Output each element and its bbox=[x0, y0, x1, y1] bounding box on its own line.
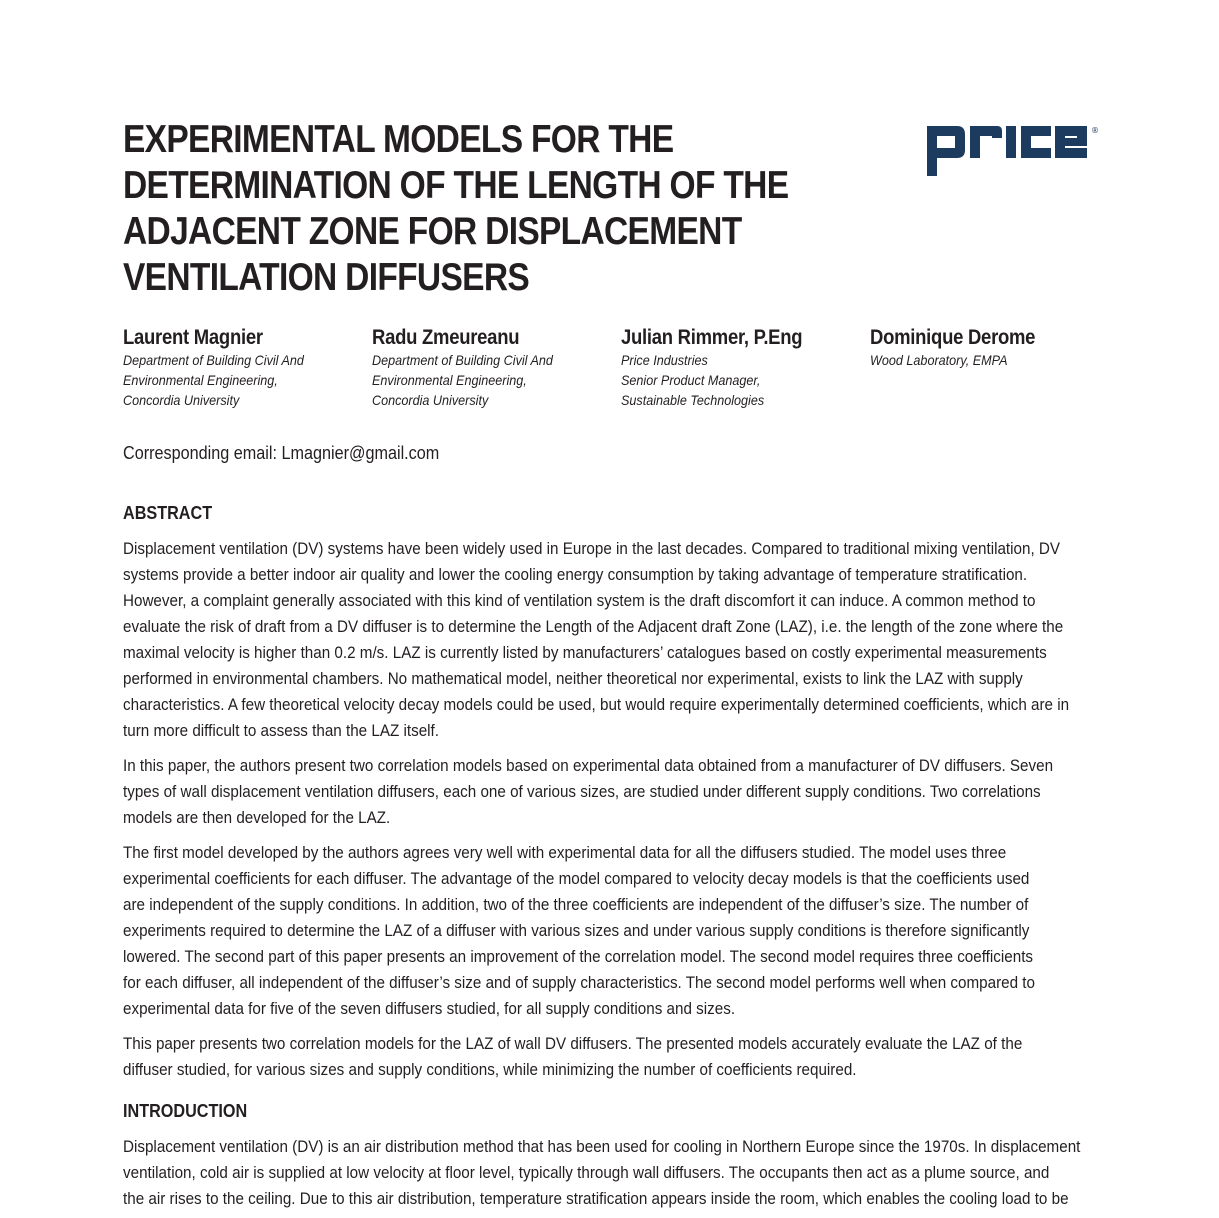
author-name: Radu Zmeureanu bbox=[372, 326, 520, 349]
author-list bbox=[123, 326, 1098, 416]
text-line: Displacement ventilation (DV) is an air distribution method that has been used for cooling in Northern Europe since the 1970s. In displacement bbox=[123, 1137, 1081, 1156]
text-line: experiments required to determine the LAZ of a diffuser with various sizes and under various supply conditions is therefore significantly bbox=[123, 921, 1030, 940]
author-block bbox=[372, 326, 612, 410]
paper-title bbox=[123, 117, 789, 301]
text-line: However, a complaint generally associated with this kind of ventilation system is the draft discomfort it can induce. A common method to bbox=[123, 591, 1036, 610]
affiliation-line: Sustainable Technologies bbox=[621, 392, 765, 408]
paper-page bbox=[123, 0, 1098, 1218]
title-line: VENTILATION DIFFUSERS bbox=[123, 256, 530, 299]
text-line: experimental data for five of the seven diffusers studied, for all supply conditions and sizes. bbox=[123, 999, 736, 1018]
introduction-paragraph bbox=[123, 1134, 1098, 1212]
text-line: types of wall displacement ventilation diffusers, each one of various sizes, are studied under different supply conditions. Two correlations bbox=[123, 782, 1041, 801]
author-affiliation bbox=[870, 350, 1086, 370]
author-affiliation bbox=[123, 350, 339, 410]
text-line: diffuser studied, for various sizes and supply conditions, while minimizing the number of coefficients required. bbox=[123, 1060, 857, 1079]
affiliation-line: Senior Product Manager, bbox=[621, 372, 761, 388]
text-line: experimental coefficients for each diffuser. The advantage of the model compared to velocity decay models is that the coefficients used bbox=[123, 869, 1030, 888]
text-line: for each diffuser, all independent of the diffuser’s size and of supply characteristics. The second model performs well when compared to bbox=[123, 973, 1036, 992]
title-line: ADJACENT ZONE FOR DISPLACEMENT bbox=[123, 210, 742, 253]
text-line: maximal velocity is higher than 0.2 m/s. LAZ is currently listed by manufacturers’ catalogues based on costly experimental measurements bbox=[123, 643, 1047, 662]
corresponding-email: Corresponding email: Lmagnier@gmail.com bbox=[123, 443, 440, 463]
author-name: Dominique Derome bbox=[870, 326, 1036, 349]
abstract-paragraph bbox=[123, 1031, 1098, 1083]
abstract-paragraph bbox=[123, 840, 1098, 1022]
text-line: are independent of the supply conditions. In addition, two of the three coefficients are independent of the diffuser’s size. The number of bbox=[123, 895, 1029, 914]
text-line: evaluate the risk of draft from a DV diffuser is to determine the Length of the Adjacent draft Zone (LAZ), i.e. the length of the zone where the bbox=[123, 617, 1064, 636]
abstract-heading: ABSTRACT bbox=[123, 503, 213, 523]
text-line: turn more difficult to assess than the LAZ itself. bbox=[123, 721, 440, 740]
author-block bbox=[621, 326, 861, 410]
affiliation-line: Environmental Engineering, bbox=[123, 372, 278, 388]
text-line: Displacement ventilation (DV) systems have been widely used in Europe in the last decades. Compared to traditional mixing ventilation, DV bbox=[123, 539, 1061, 558]
affiliation-line: Department of Building Civil And bbox=[372, 352, 553, 368]
text-line: the air rises to the ceiling. Due to this air distribution, temperature stratification appears inside the room, which enables the cooling load to be bbox=[123, 1189, 1069, 1208]
author-affiliation bbox=[621, 350, 837, 410]
text-line: models are then developed for the LAZ. bbox=[123, 808, 391, 827]
registered-mark: ® bbox=[1091, 126, 1099, 135]
affiliation-line: Price Industries bbox=[621, 352, 708, 368]
text-line: ventilation, cold air is supplied at low velocity at floor level, typically through wall diffusers. The occupants then act as a plume source, and bbox=[123, 1163, 1050, 1182]
title-line: EXPERIMENTAL MODELS FOR THE bbox=[123, 118, 674, 161]
author-block bbox=[123, 326, 363, 410]
text-line: This paper presents two correlation models for the LAZ of wall DV diffusers. The presented models accurately evaluate the LAZ of the bbox=[123, 1034, 1023, 1053]
abstract-paragraph bbox=[123, 536, 1098, 744]
text-line: performed in environmental chambers. No mathematical model, neither theoretical nor experimental, exists to link the LAZ with supply bbox=[123, 669, 1023, 688]
affiliation-line: Wood Laboratory, EMPA bbox=[870, 352, 1008, 368]
affiliation-line: Concordia University bbox=[372, 392, 489, 408]
affiliation-line: Environmental Engineering, bbox=[372, 372, 527, 388]
author-name: Laurent Magnier bbox=[123, 326, 263, 349]
text-line: In this paper, the authors present two correlation models based on experimental data obtained from a manufacturer of DV diffusers. Seven bbox=[123, 756, 1054, 775]
title-line: DETERMINATION OF THE LENGTH OF THE bbox=[123, 164, 789, 207]
introduction-heading: INTRODUCTION bbox=[123, 1101, 248, 1121]
author-name: Julian Rimmer, P.Eng bbox=[621, 326, 803, 349]
author-block bbox=[870, 326, 1110, 370]
price-logo bbox=[927, 124, 1099, 178]
affiliation-line: Concordia University bbox=[123, 392, 240, 408]
text-line: lowered. The second part of this paper presents an improvement of the correlation model. The second model requires three coefficients bbox=[123, 947, 1034, 966]
text-line: characteristics. A few theoretical velocity decay models could be used, but would require experimentally determined coefficients, which are in bbox=[123, 695, 1070, 714]
text-line: The first model developed by the authors agrees very well with experimental data for all the diffusers studied. The model uses three bbox=[123, 843, 1007, 862]
abstract-paragraph bbox=[123, 753, 1098, 831]
affiliation-line: Department of Building Civil And bbox=[123, 352, 304, 368]
text-line: systems provide a better indoor air quality and lower the cooling energy consumption by taking advantage of temperature stratification. bbox=[123, 565, 1028, 584]
author-affiliation bbox=[372, 350, 588, 410]
